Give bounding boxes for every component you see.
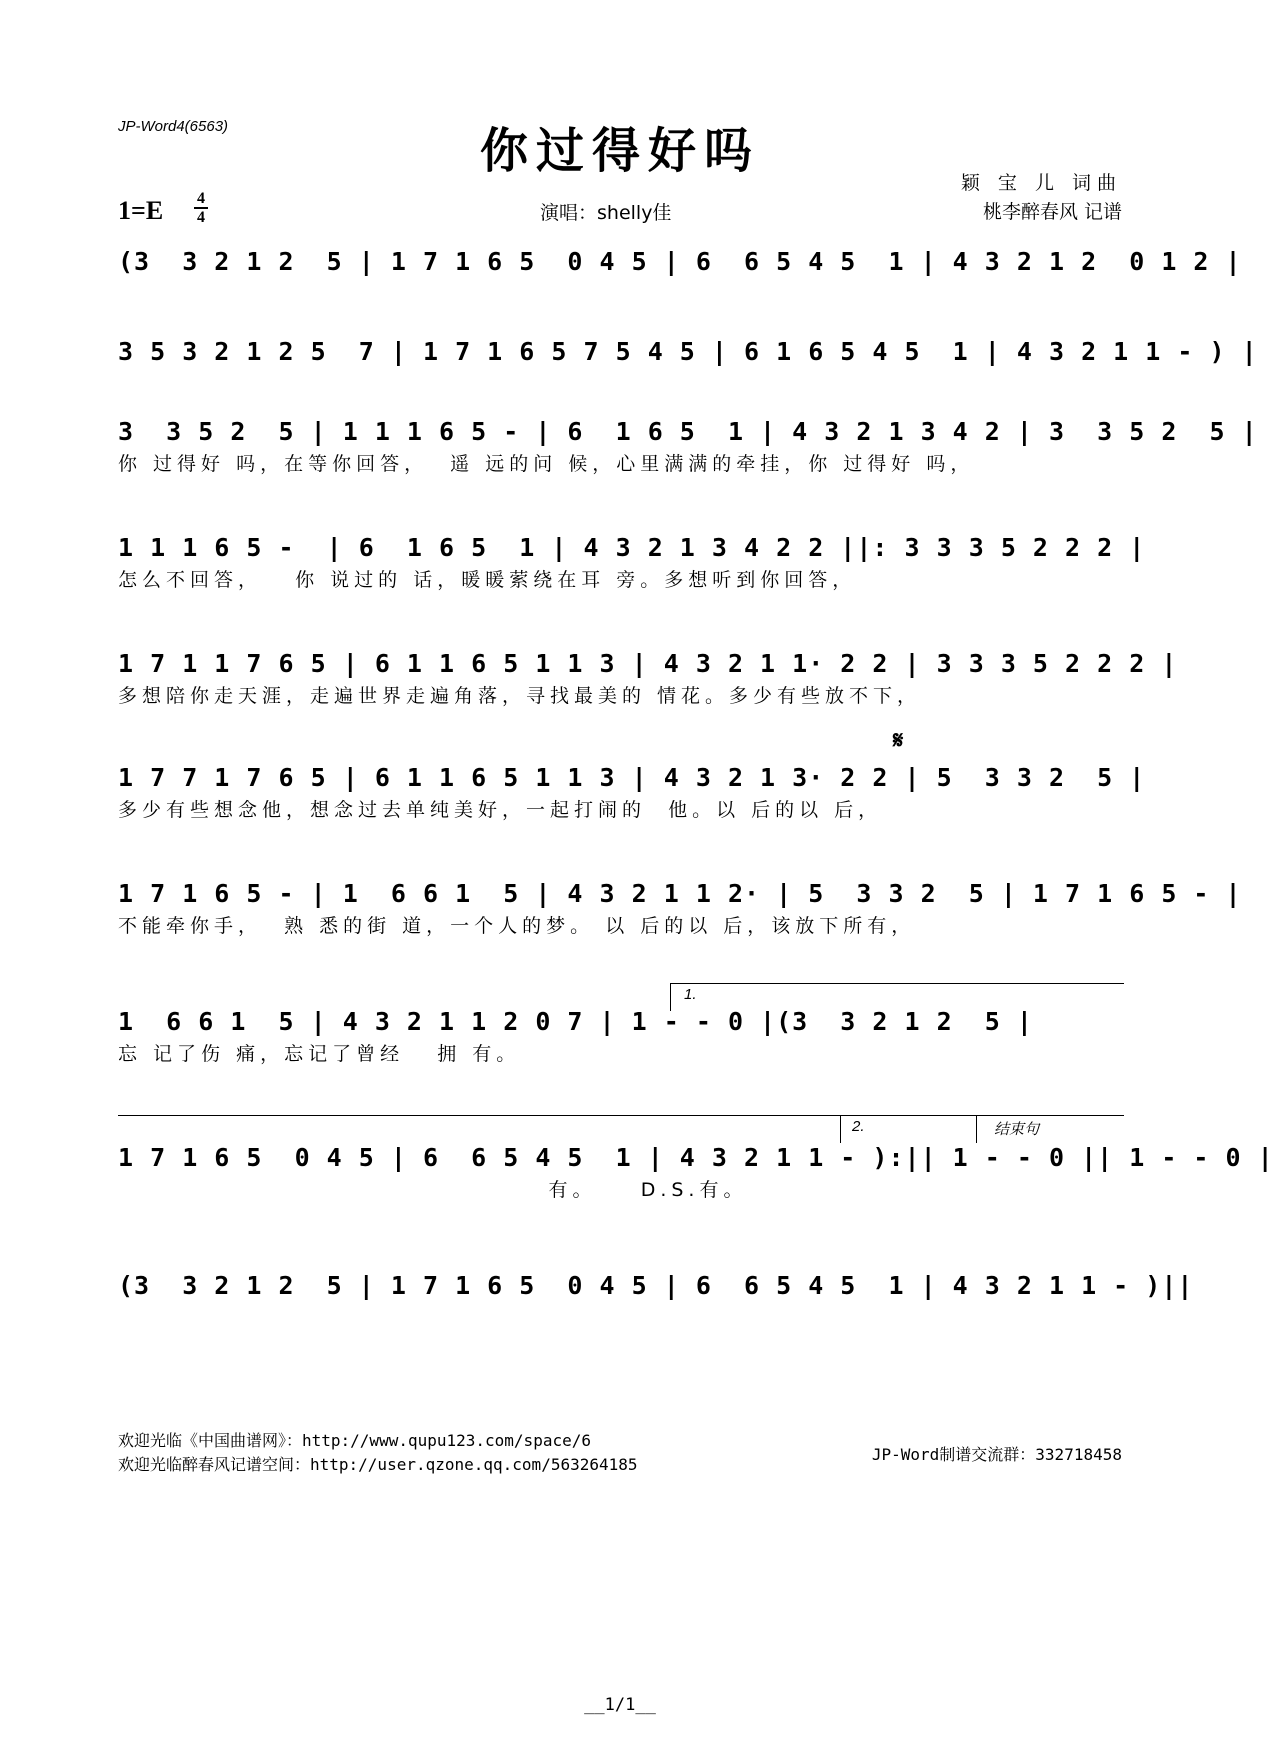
time-numerator: 4 xyxy=(197,190,205,207)
volta-2-bracket-tick xyxy=(840,1115,841,1143)
singer-credit: 演唱：shelly佳 xyxy=(540,202,672,224)
score-row-4 xyxy=(118,530,1146,594)
composer-credit: 颖 宝 儿 词曲 xyxy=(960,172,1122,194)
lyrics-line: 有。 D.S.有。 xyxy=(118,1179,748,1201)
lyrics-line: 多想陪你走天涯，走遍世界走遍角落，寻找最美的 情花。多少有些放不下， xyxy=(118,685,922,707)
score-row-5 xyxy=(118,646,1178,710)
volta-1-bracket xyxy=(670,983,1124,984)
time-denominator: 4 xyxy=(197,209,205,226)
notes-line: 1 1 1 6 5 - | 6 1 6 5 1 | 4 3 2 1 3 4 2 2 ||: 3 3 3 5 2 2 2 | xyxy=(118,533,1146,562)
notes-line: 1 6 6 1 5 | 4 3 2 1 1 2 0 7 | 1 - - 0 |(3 3 2 1 2 5 | xyxy=(118,1007,1033,1036)
software-tag: JP-Word4(6563) xyxy=(118,118,229,135)
footer-link-qupu[interactable]: 欢迎光临《中国曲谱网》：http://www.qupu123.com/space/6 xyxy=(118,1431,591,1450)
score-row-6 xyxy=(118,760,1146,824)
footer-link-qzone[interactable]: 欢迎光临醉春风记谱空间：http://user.qzone.qq.com/563264185 xyxy=(118,1455,638,1474)
notes-line: 1 7 1 6 5 0 4 5 | 6 6 5 4 5 1 | 4 3 2 1 1 - ):|| 1 - - 0 || 1 - - 0 | xyxy=(118,1143,1274,1172)
lyrics-line: 不能牵你手， 熟 悉的街 道，一个人的梦。 以 后的以 后，该放下所有， xyxy=(118,915,916,937)
segno-sign: 𝄋 xyxy=(893,726,904,754)
notes-line: 1 7 1 6 5 - | 1 6 6 1 5 | 4 3 2 1 1 2· | 5 3 3 2 5 | 1 7 1 6 5 - | xyxy=(118,879,1242,908)
score-row-9 xyxy=(118,1140,1274,1204)
time-signature xyxy=(194,190,208,226)
score-row-2 xyxy=(118,334,1258,370)
song-title: 你过得好吗 xyxy=(479,123,760,179)
notes-line: (3 3 2 1 2 5 | 1 7 1 6 5 0 4 5 | 6 6 5 4 5 1 | 4 3 2 1 2 0 1 2 | xyxy=(118,247,1242,276)
notes-line: 1 7 1 1 7 6 5 | 6 1 1 6 5 1 1 3 | 4 3 2 1 1· 2 2 | 3 3 3 5 2 2 2 | xyxy=(118,649,1178,678)
key-signature: 1=E xyxy=(118,196,164,225)
ending-bracket-tick xyxy=(976,1115,977,1143)
notes-line: (3 3 2 1 2 5 | 1 7 1 6 5 0 4 5 | 6 6 5 4 5 1 | 4 3 2 1 1 - )|| xyxy=(118,1271,1194,1300)
lyrics-line: 怎么不回答， 你 说过的 话，暖暖萦绕在耳 旁。多想听到你回答， xyxy=(118,569,857,591)
lyrics-line: 多少有些想念他，想念过去单纯美好，一起打闹的 他。以 后的以 后， xyxy=(118,799,883,821)
notes-line: 3 5 3 2 1 2 5 7 | 1 7 1 6 5 7 5 4 5 | 6 1 6 5 4 5 1 | 4 3 2 1 1 - ) | xyxy=(118,337,1258,366)
score-row-8 xyxy=(118,1004,1124,1068)
lyrics-line: 忘 记了伤 痛，忘记了曾经 拥 有。 xyxy=(118,1043,521,1065)
system-top-rule xyxy=(118,1115,1124,1116)
ending-label: 结束句 xyxy=(994,1121,1040,1138)
footer-group: JP-Word制谱交流群：332718458 xyxy=(871,1445,1122,1464)
notes-line: 3 3 5 2 5 | 1 1 1 6 5 - | 6 1 6 5 1 | 4 3 2 1 3 4 2 | 3 3 5 2 5 | xyxy=(118,417,1258,446)
score-row-10 xyxy=(118,1268,1194,1304)
volta-1-label: 1. xyxy=(684,986,697,1003)
transcriber-credit: 桃李醉春风 记谱 xyxy=(982,201,1122,223)
score-row-3 xyxy=(118,414,1258,478)
volta-2-label: 2. xyxy=(852,1118,865,1135)
score-row-1 xyxy=(118,244,1242,280)
page-number: __1/1__ xyxy=(584,1695,656,1715)
score-row-7 xyxy=(118,876,1242,940)
notes-line: 1 7 7 1 7 6 5 | 6 1 1 6 5 1 1 3 | 4 3 2 1 3· 2 2 | 5 3 3 2 5 | xyxy=(118,763,1146,792)
lyrics-line: 你 过得好 吗，在等你回答， 遥 远的问 候，心里满满的牵挂，你 过得好 吗， xyxy=(118,453,975,475)
